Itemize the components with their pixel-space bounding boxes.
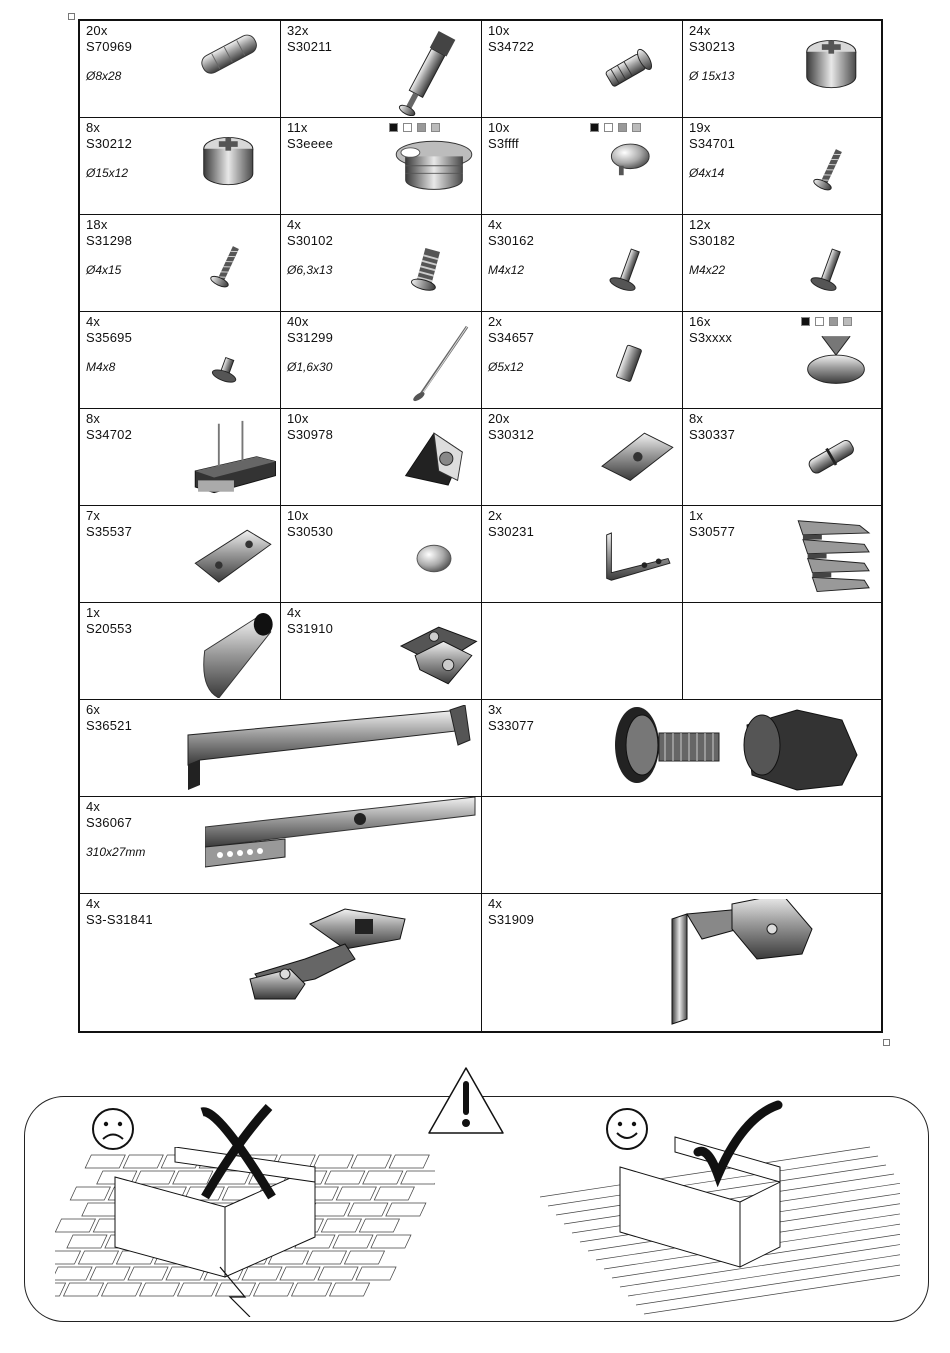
handle-icon (180, 705, 480, 797)
part-code: S70969 (86, 39, 133, 54)
part-dimension: Ø8x28 (86, 69, 122, 83)
part-cell (80, 894, 482, 1031)
part-quantity: 12x (689, 217, 711, 232)
part-cell (281, 603, 482, 700)
part-code: S30102 (287, 233, 334, 248)
parts-table (78, 19, 883, 1033)
part-code: S3ffff (488, 136, 519, 151)
part-quantity: 11x (287, 120, 308, 135)
short-screw-icon (188, 322, 278, 407)
part-quantity: 2x (488, 508, 503, 523)
part-quantity: 10x (287, 411, 309, 426)
part-cell (683, 506, 883, 603)
part-dimension: Ø5x12 (488, 360, 524, 374)
part-quantity: 8x (86, 411, 101, 426)
part-code: S34701 (689, 136, 736, 151)
adjustable-foot-icon (597, 705, 877, 795)
part-cell (281, 312, 482, 409)
part-quantity: 18x (86, 217, 108, 232)
cam-pin-icon (590, 31, 680, 116)
part-code: S3eeee (287, 136, 334, 151)
part-code: S36067 (86, 815, 133, 830)
part-dimension: 310x27mm (86, 845, 146, 859)
part-cell (482, 894, 883, 1031)
angle-bracket-icon (590, 516, 680, 601)
part-dimension: Ø15x12 (86, 166, 129, 180)
machine-screw-icon (590, 225, 680, 310)
part-dimension: M4x8 (86, 360, 116, 374)
part-quantity: 10x (287, 508, 309, 523)
part-quantity: 3x (488, 702, 503, 717)
plastic-dowel-icon (791, 419, 881, 504)
part-quantity: 19x (689, 120, 711, 135)
part-cell (482, 118, 683, 215)
part-quantity: 4x (287, 217, 302, 232)
part-code: S34702 (86, 427, 133, 442)
mending-plate-icon (590, 419, 680, 504)
part-quantity: 4x (86, 799, 101, 814)
part-code: S33077 (488, 718, 535, 733)
part-cell (281, 409, 482, 506)
cabinet-hinge-open-icon (662, 899, 822, 1029)
part-cell (482, 409, 683, 506)
part-quantity: 10x (488, 23, 510, 38)
part-quantity: 1x (86, 605, 101, 620)
cabinet-hinge-icon (235, 904, 425, 1024)
part-quantity: 4x (86, 896, 101, 911)
part-code: S30211 (287, 39, 333, 54)
part-cell (482, 215, 683, 312)
part-dimension: M4x22 (689, 263, 726, 277)
sad-face-icon (89, 1105, 137, 1153)
part-cell (281, 21, 482, 118)
crop-mark-top-left (68, 13, 75, 20)
part-code: S35537 (86, 524, 133, 539)
part-cell (80, 312, 281, 409)
part-cell (683, 118, 883, 215)
part-dimension: Ø4x14 (689, 166, 725, 180)
part-code: S31298 (86, 233, 133, 248)
part-cell (482, 312, 683, 409)
cam-lock-icon (791, 31, 881, 116)
part-code: S30162 (488, 233, 535, 248)
part-dimension: Ø4x15 (86, 263, 122, 277)
part-code: S3xxxx (689, 330, 733, 345)
part-cell (80, 506, 281, 603)
checkmark-icon (693, 1097, 783, 1187)
part-quantity: 32x (287, 23, 309, 38)
part-cell (281, 118, 482, 215)
part-quantity: 40x (287, 314, 309, 329)
warning-triangle-icon (426, 1065, 506, 1137)
screw-icon (791, 128, 881, 213)
part-cell (80, 603, 281, 700)
part-quantity: 16x (689, 314, 711, 329)
part-code: S3-S31841 (86, 912, 153, 927)
part-cell (80, 797, 482, 894)
part-code: S30212 (86, 136, 133, 151)
connector-bolt-icon (389, 31, 479, 116)
part-code: S30213 (689, 39, 736, 54)
part-cell (281, 215, 482, 312)
part-code: S35695 (86, 330, 133, 345)
part-cell (482, 700, 883, 797)
part-dimension: Ø 15x13 (689, 69, 735, 83)
part-quantity: 7x (86, 508, 101, 523)
empty-cell (683, 603, 883, 700)
cam-lock-icon (188, 128, 278, 213)
euro-screw-icon (389, 225, 479, 310)
part-code: S30978 (287, 427, 334, 442)
part-code: S20553 (86, 621, 133, 636)
part-cell (683, 21, 883, 118)
cross-icon (197, 1102, 277, 1202)
part-code: S31910 (287, 621, 334, 636)
empty-cell (482, 797, 883, 894)
part-code: S36521 (86, 718, 133, 733)
screw-icon (188, 225, 278, 310)
part-code: S30312 (488, 427, 535, 442)
screw-cap-cover-icon (791, 322, 881, 407)
nail-icon (389, 322, 479, 407)
part-quantity: 6x (86, 702, 101, 717)
part-cell (482, 21, 683, 118)
wedge-stack-icon (791, 516, 881, 601)
part-quantity: 4x (488, 896, 503, 911)
part-cell (281, 506, 482, 603)
cam-cover-cap-icon (389, 128, 479, 213)
part-code: S30577 (689, 524, 736, 539)
drawer-slide-icon (205, 797, 482, 877)
part-quantity: 20x (488, 411, 510, 426)
machine-screw-icon (791, 225, 881, 310)
part-cell (80, 700, 482, 797)
crop-mark-bottom-right (883, 1039, 890, 1046)
screw-cover-cap-icon (590, 128, 680, 213)
part-code: S31909 (488, 912, 535, 927)
part-quantity: 24x (689, 23, 711, 38)
part-code: S34722 (488, 39, 535, 54)
part-code: S30182 (689, 233, 736, 248)
part-cell (683, 312, 883, 409)
part-quantity: 2x (488, 314, 503, 329)
part-cell (80, 409, 281, 506)
glue-tube-icon (188, 613, 278, 698)
part-dimension: Ø6,3x13 (287, 263, 333, 277)
part-cell (683, 215, 883, 312)
part-cell (683, 409, 883, 506)
part-quantity: 20x (86, 23, 108, 38)
flat-plate-icon (188, 516, 278, 601)
part-cell (80, 21, 281, 118)
part-quantity: 1x (689, 508, 704, 523)
part-code: S34657 (488, 330, 535, 345)
part-quantity: 4x (488, 217, 503, 232)
part-quantity: 4x (287, 605, 302, 620)
part-dimension: M4x12 (488, 263, 525, 277)
part-quantity: 8x (86, 120, 101, 135)
part-quantity: 10x (488, 120, 510, 135)
corner-block-icon (389, 419, 479, 504)
empty-cell (482, 603, 683, 700)
part-quantity: 4x (86, 314, 101, 329)
part-cell (80, 215, 281, 312)
part-code: S30231 (488, 524, 535, 539)
part-cell (80, 118, 281, 215)
shelf-pin-icon (590, 322, 680, 407)
felt-glide-icon (188, 419, 278, 504)
part-code: S30530 (287, 524, 334, 539)
part-cell (482, 506, 683, 603)
part-code: S31299 (287, 330, 334, 345)
part-quantity: 8x (689, 411, 704, 426)
warning-panel (24, 1096, 929, 1322)
wooden-dowel-icon (188, 31, 278, 116)
part-code: S30337 (689, 427, 736, 442)
bumper-icon (389, 516, 479, 601)
part-dimension: Ø1,6x30 (287, 360, 333, 374)
hinge-plate-icon (389, 613, 479, 698)
